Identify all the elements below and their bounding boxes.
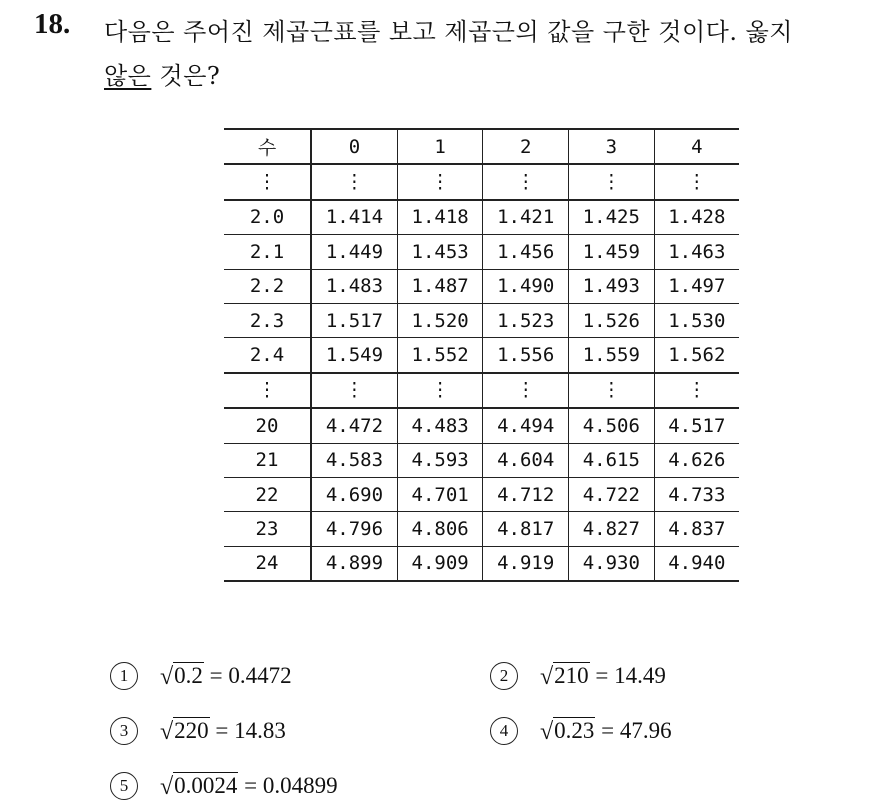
choice-2[interactable]	[490, 663, 666, 692]
table-row	[224, 408, 739, 443]
choice-number-1: 1	[110, 662, 138, 690]
ellipsis-cell: ⋮	[569, 164, 655, 199]
table-cell: 1.530	[654, 303, 739, 337]
table-cell: 1.463	[654, 235, 739, 269]
table-cell: 1.549	[311, 338, 397, 373]
table-cell: 1.520	[397, 303, 483, 337]
table-cell: 1.562	[654, 338, 739, 373]
table-cell: 4.899	[311, 546, 397, 581]
table-cell: 1.456	[483, 235, 569, 269]
table-cell: 1.493	[569, 269, 655, 303]
table-cell: 1.517	[311, 303, 397, 337]
question-text-tail: 것은?	[151, 62, 221, 90]
ellipsis-cell: ⋮	[397, 373, 483, 408]
ellipsis-cell: ⋮	[654, 373, 739, 408]
table-cell: 4.583	[311, 443, 397, 477]
table-cell: 4.494	[483, 408, 569, 443]
table-cell: 4.472	[311, 408, 397, 443]
table-header-cell: 0	[311, 129, 397, 164]
table-cell: 4.506	[569, 408, 655, 443]
table-cell: 4.604	[483, 443, 569, 477]
underlined-negation: 않은	[104, 62, 152, 90]
table-cell: 4.722	[569, 477, 655, 511]
table-header-row	[224, 129, 739, 164]
choice-number-5: 5	[110, 772, 138, 800]
square-root-icon: √	[540, 664, 554, 690]
square-root-icon: √	[160, 719, 174, 745]
radicand: 0.0024	[174, 773, 238, 798]
table-cell: 4.733	[654, 477, 739, 511]
table-row	[224, 512, 739, 546]
table-cell: 4.837	[654, 512, 739, 546]
choice-result: = 0.04899	[244, 773, 338, 798]
choice-3[interactable]	[110, 718, 286, 747]
choice-number-3: 3	[110, 717, 138, 745]
table-row	[224, 269, 739, 303]
table-cell: 1.523	[483, 303, 569, 337]
table-cell: 1.526	[569, 303, 655, 337]
table-cell: 4.930	[569, 546, 655, 581]
question-text-line2	[104, 56, 220, 91]
radicand: 220	[174, 718, 209, 743]
question-number: 18.	[34, 8, 71, 40]
table-cell: 23	[224, 512, 311, 546]
table-cell: 1.453	[397, 235, 483, 269]
table-cell: 4.701	[397, 477, 483, 511]
radicand: 210	[554, 663, 589, 688]
table-cell: 4.909	[397, 546, 483, 581]
table-cell: 1.559	[569, 338, 655, 373]
choice-1[interactable]	[110, 663, 292, 692]
table-row	[224, 235, 739, 269]
table-cell: 4.827	[569, 512, 655, 546]
table-cell: 4.940	[654, 546, 739, 581]
table-cell: 4.626	[654, 443, 739, 477]
question-text-line1: 다음은 주어진 제곱근표를 보고 제곱근의 값을 구한 것이다. 옳지	[104, 18, 793, 46]
table-cell: 21	[224, 443, 311, 477]
ellipsis-cell: ⋮	[483, 164, 569, 199]
table-cell: 1.449	[311, 235, 397, 269]
table-header-cell: 4	[654, 129, 739, 164]
table-row	[224, 200, 739, 235]
choice-number-4: 4	[490, 717, 518, 745]
choice-result: = 0.4472	[209, 663, 292, 688]
table-cell: 24	[224, 546, 311, 581]
table-cell: 1.425	[569, 200, 655, 235]
table-header-cell: 2	[483, 129, 569, 164]
table-cell: 4.690	[311, 477, 397, 511]
ellipsis-cell: ⋮	[311, 164, 397, 199]
table-cell: 1.414	[311, 200, 397, 235]
table-row	[224, 477, 739, 511]
radicand: 0.23	[554, 718, 595, 743]
choice-result: = 47.96	[601, 718, 672, 743]
table-cell: 4.517	[654, 408, 739, 443]
table-cell: 1.556	[483, 338, 569, 373]
ellipsis-cell: ⋮	[483, 373, 569, 408]
table-cell: 1.487	[397, 269, 483, 303]
choice-result: = 14.83	[215, 718, 286, 743]
ellipsis-cell: ⋮	[224, 373, 311, 408]
table-cell: 4.796	[311, 512, 397, 546]
square-root-icon: √	[540, 719, 554, 745]
table-cell: 1.490	[483, 269, 569, 303]
table-cell: 22	[224, 477, 311, 511]
table-row	[224, 303, 739, 337]
table-cell: 2.3	[224, 303, 311, 337]
table-cell: 4.817	[483, 512, 569, 546]
table-cell: 4.919	[483, 546, 569, 581]
square-root-icon: √	[160, 664, 174, 690]
ellipsis-cell: ⋮	[224, 164, 311, 199]
table-row-ellipsis	[224, 373, 739, 408]
ellipsis-cell: ⋮	[569, 373, 655, 408]
table-cell: 1.418	[397, 200, 483, 235]
table-cell: 4.483	[397, 408, 483, 443]
table-header-cell: 3	[569, 129, 655, 164]
choice-4[interactable]	[490, 718, 672, 747]
table-cell: 4.615	[569, 443, 655, 477]
table-cell: 2.0	[224, 200, 311, 235]
choice-result: = 14.49	[595, 663, 666, 688]
table-row	[224, 338, 739, 373]
table-cell: 2.1	[224, 235, 311, 269]
table-cell: 4.593	[397, 443, 483, 477]
table-cell: 1.552	[397, 338, 483, 373]
square-root-icon: √	[160, 774, 174, 800]
choice-5[interactable]	[110, 773, 338, 802]
radicand: 0.2	[174, 663, 203, 688]
table-cell: 2.2	[224, 269, 311, 303]
ellipsis-cell: ⋮	[654, 164, 739, 199]
table-cell: 1.483	[311, 269, 397, 303]
table-cell: 4.806	[397, 512, 483, 546]
table-header-cell: 1	[397, 129, 483, 164]
ellipsis-cell: ⋮	[397, 164, 483, 199]
ellipsis-cell: ⋮	[311, 373, 397, 408]
table-row	[224, 443, 739, 477]
table-cell: 2.4	[224, 338, 311, 373]
choice-number-2: 2	[490, 662, 518, 690]
table-cell: 1.497	[654, 269, 739, 303]
table-cell: 20	[224, 408, 311, 443]
table-row	[224, 546, 739, 581]
square-root-table	[224, 128, 739, 582]
table-header-cell: 수	[224, 129, 311, 164]
table-cell: 1.459	[569, 235, 655, 269]
table-row-ellipsis	[224, 164, 739, 199]
table-cell: 1.421	[483, 200, 569, 235]
table-cell: 1.428	[654, 200, 739, 235]
table-cell: 4.712	[483, 477, 569, 511]
